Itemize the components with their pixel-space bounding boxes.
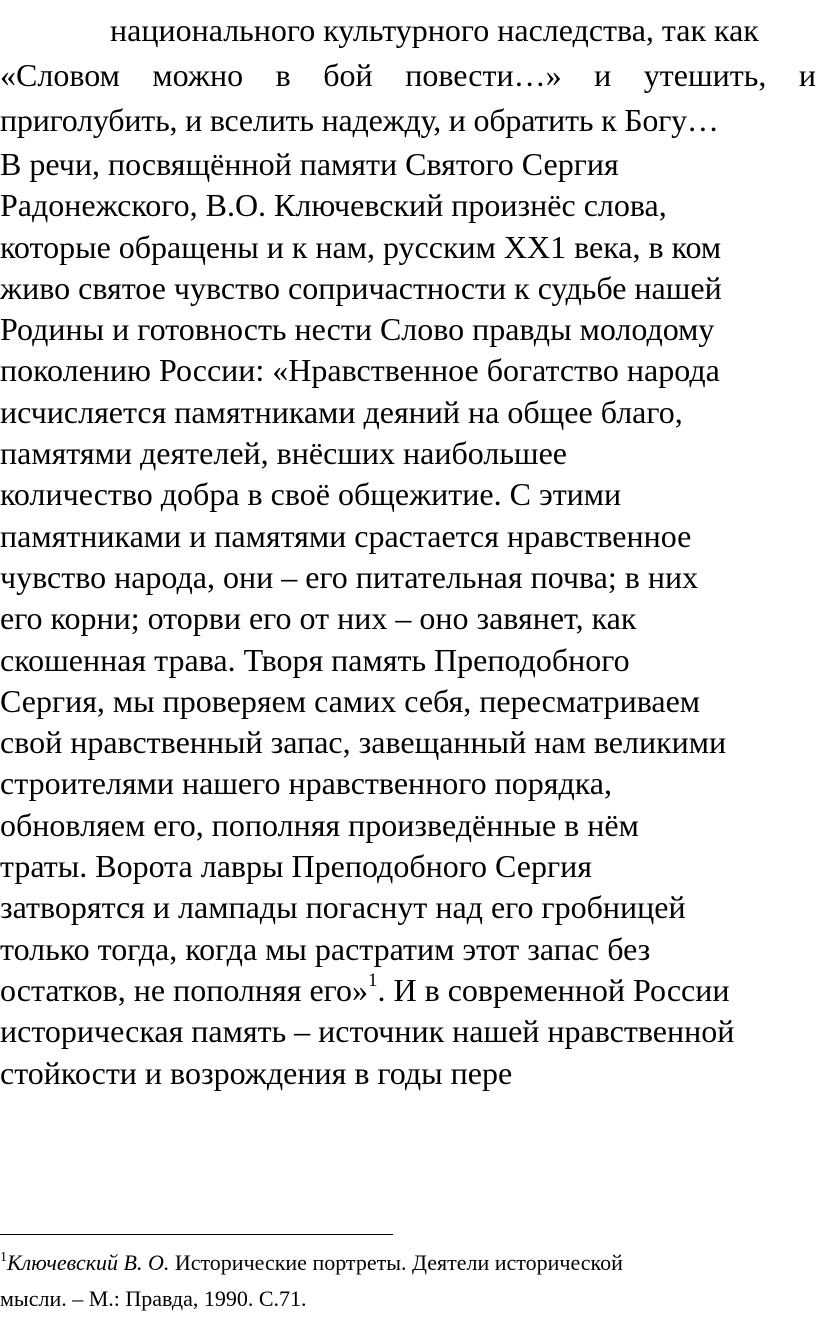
text-line: В речи, посвящённой памяти Святого Сергия bbox=[0, 146, 619, 182]
text-line: стойкости и возрождения в годы пере bbox=[0, 1054, 513, 1091]
main-paragraph bbox=[0, 144, 816, 1094]
text-line: количество добра в своё общежитие. С этими bbox=[0, 476, 622, 513]
text-line: которые обращены и к нам, русским ХХ1 века, в ком bbox=[0, 228, 722, 265]
intro-paragraph bbox=[0, 8, 816, 143]
intro-line-3: приголубить, и вселить надежду, и обратить к Богу… bbox=[0, 102, 719, 138]
footnote bbox=[0, 1245, 816, 1317]
footnote-reference[interactable]: 1 bbox=[367, 969, 378, 991]
intro-line-1: национального культурного наследства, так как bbox=[110, 12, 759, 48]
text-line: чувство народа, они – его питательная почва; в них bbox=[0, 558, 699, 595]
text-line: живо святое чувство сопричастности к судьбе нашей bbox=[0, 269, 722, 306]
text-line: Родины и готовность нести Слово правды молодому bbox=[0, 311, 715, 348]
text-line: строителями нашего нравственного порядка, bbox=[0, 765, 612, 802]
text-line: Сергия, мы проверяем самих себя, пересматриваем bbox=[0, 682, 701, 719]
footnote-line-2: мысли. – М.: Правда, 1990. С.71. bbox=[0, 1286, 307, 1311]
text-line: Радонежского, В.О. Ключевский произнёс слова, bbox=[0, 187, 667, 224]
text-line: траты. Ворота лавры Преподобного Сергия bbox=[0, 848, 592, 885]
text-line: исчисляется памятниками деяний на общее благо, bbox=[0, 393, 683, 430]
text-line: только тогда, когда мы растратим этот запас без bbox=[0, 930, 651, 967]
text-line: поколению России: «Нравственное богатство народа bbox=[0, 352, 720, 389]
text-line: скошенная трава. Творя память Преподобного bbox=[0, 641, 630, 678]
text-segment: остатков, не пополняя его» bbox=[0, 971, 368, 1008]
text-segment: . И в современной России bbox=[377, 971, 730, 1008]
text-line: памятями деятелей, внёсших наибольшее bbox=[0, 435, 567, 472]
text-line: памятниками и памятями срастается нравственное bbox=[0, 517, 692, 554]
footnote-separator bbox=[0, 1234, 393, 1235]
footnote-line-1 bbox=[0, 1245, 816, 1281]
text-line: обновляем его, пополняя произведённые в нём bbox=[0, 806, 639, 843]
footnote-author: Ключевский В. О. bbox=[7, 1250, 170, 1275]
intro-line-2: «Словом можно в бой повести…» и утешить, и bbox=[0, 57, 816, 93]
text-line-with-footnote-ref bbox=[0, 970, 816, 1011]
text-line: свой нравственный запас, завещанный нам великими bbox=[0, 724, 727, 761]
text-line: историческая память – источник нашей нравственной bbox=[0, 1013, 735, 1050]
text-line: затворятся и лампады погаснут над его гробницей bbox=[0, 889, 686, 926]
footnote-number: 1 bbox=[0, 1250, 7, 1265]
footnote-title: Исторические портреты. Деятели исторической bbox=[169, 1250, 623, 1275]
text-line: его корни; оторви его от них – оно завянет, как bbox=[0, 600, 637, 637]
